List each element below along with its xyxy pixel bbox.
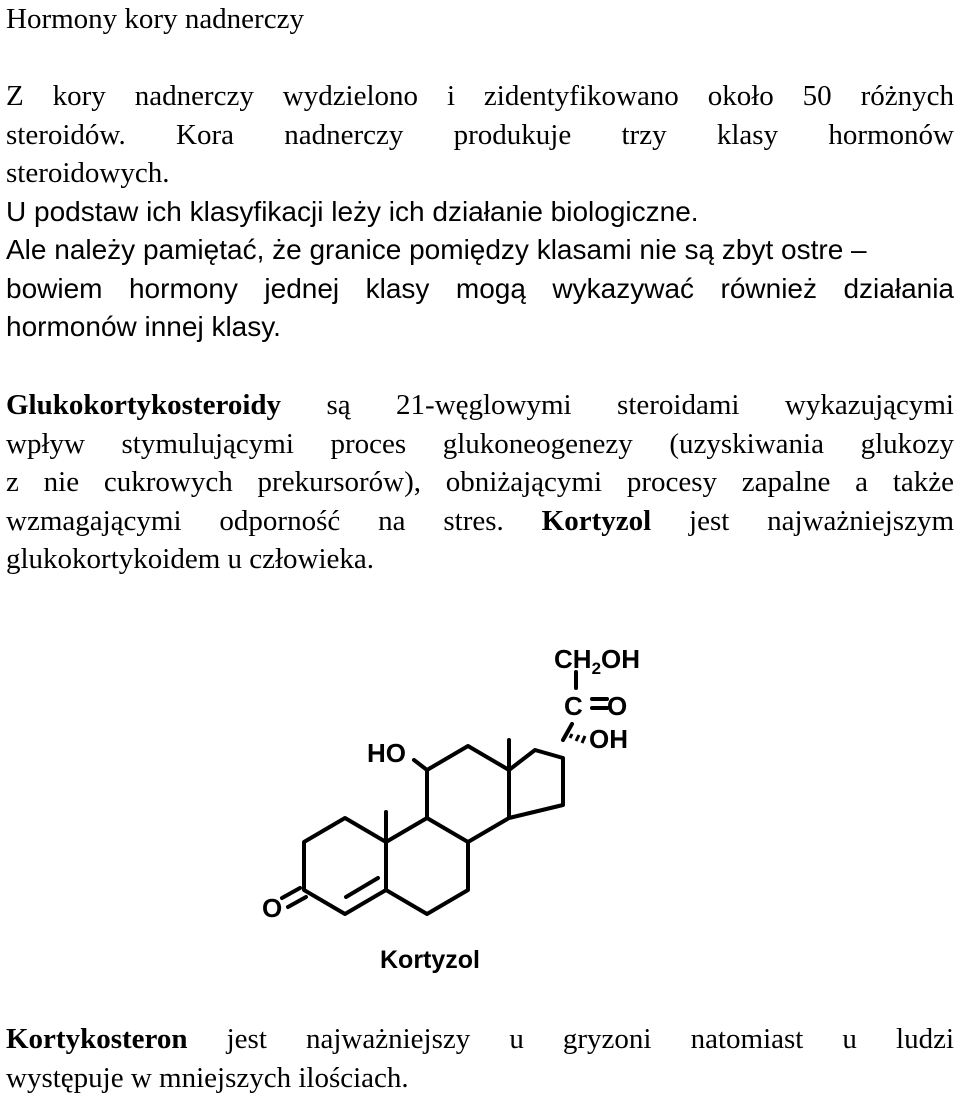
ring-d	[509, 750, 563, 818]
label-carbonyl-o: O	[607, 691, 628, 721]
gluco-line: Glukokortykosteroidy są 21-węglowymi steroidami wykazującymi	[6, 389, 954, 421]
korty-line: Kortykosteron jest najważniejszy u gryzoni natomiast u ludzi	[6, 1023, 954, 1055]
label-ch2oh: $CH_2OH$	[554, 644, 641, 678]
gluco-line: glukokortykoidem u człowieka.	[6, 543, 375, 575]
gluco-line: wpływ stymulującymi proces glukoneogenezy (uzyskiwania glukozy	[6, 427, 954, 460]
page-title: Hormony kory nadnerczy	[6, 3, 304, 35]
intro-line: hormonów innej klasy.	[6, 311, 281, 342]
structure-caption: Kortyzol	[380, 946, 480, 974]
intro-paragraph	[6, 77, 954, 347]
ring-b	[386, 818, 468, 914]
ring-a	[304, 818, 386, 914]
bond-c17-c20	[563, 724, 572, 740]
term-kortykosteron: Kortykosteron	[6, 1023, 188, 1055]
label-ho-11: HO	[367, 738, 406, 768]
hashed-bond-c17-oh	[570, 734, 585, 743]
corticosterone-paragraph	[6, 1020, 954, 1097]
label-oxo-3: O	[262, 893, 283, 923]
carbonyl-bond-c3	[282, 888, 300, 898]
intro-line: bowiem hormony jednej klasy mogą wykazywać również działania	[6, 272, 954, 304]
glucocorticoid-paragraph	[6, 386, 954, 579]
double-bond-c4-c5	[346, 878, 378, 897]
korty-line: występuje w mniejszych ilościach.	[6, 1061, 409, 1094]
label-carbonyl-c: C	[564, 691, 583, 721]
intro-line: Ale należy pamiętać, że granice pomiędzy klasami nie są zbyt ostre –	[6, 234, 867, 265]
term-kortyzol: Kortyzol	[541, 504, 652, 537]
label-oh-17: OH	[589, 724, 628, 754]
intro-line: U podstaw ich klasyfikacji leży ich działanie biologiczne.	[6, 195, 699, 227]
intro-line: steroidów. Kora nadnerczy produkuje trzy klasy hormonów	[6, 118, 954, 151]
intro-line: steroidowych.	[6, 157, 170, 189]
intro-line: Z kory nadnerczy wydzielono i zidentyfikowano około 50 różnych	[6, 80, 954, 112]
gluco-line: z nie cukrowych prekursorów), obniżającymi procesy zapalne a także	[6, 466, 954, 498]
bond-c11-ho	[414, 760, 427, 770]
gluco-line: wzmagającymi odporność na stres. Kortyzol jest najważniejszym	[6, 504, 954, 537]
term-glukokortykosteroidy: Glukokortykosteroidy	[6, 389, 282, 421]
ring-c	[427, 746, 509, 842]
